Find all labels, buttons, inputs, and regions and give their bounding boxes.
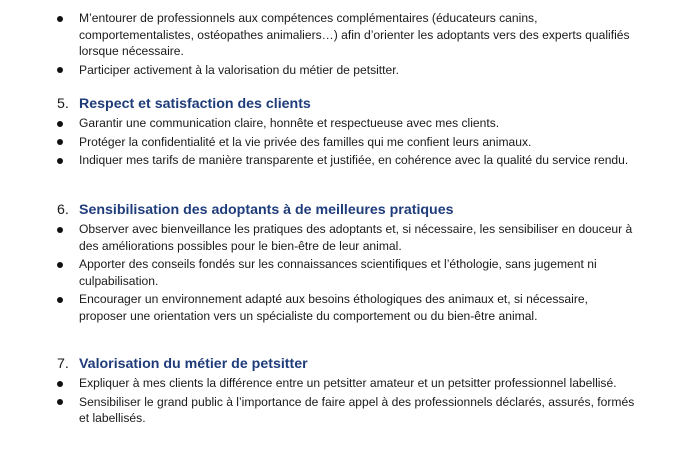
intro-bullet-list: [0, 10, 683, 78]
section-heading: [0, 200, 683, 220]
section-number: 6.: [57, 202, 69, 218]
section-number: 5.: [57, 96, 69, 112]
bullet-item: Indiquer mes tarifs de manière transparente et justifiée, en cohérence avec la qualité du service rendu.: [0, 152, 683, 169]
section-title: Valorisation du métier de petsitter: [79, 356, 308, 372]
bullet-item: Sensibiliser le grand public à l’importance de faire appel à des professionnels déclarés, assurés, formés et labellisés.: [0, 394, 683, 427]
section-heading: [0, 94, 683, 114]
intro-section: [0, 10, 683, 80]
bullet-item: Observer avec bienveillance les pratiques des adoptants et, si nécessaire, les sensibiliser en douceur à des améliorations possibles pour le bien-être de leur animal.: [0, 221, 683, 254]
section-7-bullet-list: [0, 375, 683, 427]
section-heading: [0, 354, 683, 374]
bullet-item: M’entourer de professionnels aux compétences complémentaires (éducateurs canins, comportementalistes, ostéopathes animaliers…) afin d’orienter les adoptants vers des experts qualifiés lorsque nécessaire.: [0, 10, 683, 60]
section-number: 7.: [57, 356, 69, 372]
section-7: [0, 354, 683, 429]
bullet-item: Apporter des conseils fondés sur les connaissances scientifiques et l’éthologie, sans jugement ni culpabilisation.: [0, 256, 683, 289]
bullet-item: Participer activement à la valorisation du métier de petsitter.: [0, 62, 683, 79]
section-5-bullet-list: [0, 115, 683, 169]
section-6-bullet-list: [0, 221, 683, 325]
bullet-item: Garantir une communication claire, honnête et respectueuse avec mes clients.: [0, 115, 683, 132]
section-title: Respect et satisfaction des clients: [79, 96, 311, 112]
section-title: Sensibilisation des adoptants à de meilleures pratiques: [79, 202, 454, 218]
section-5: [0, 94, 683, 171]
bullet-item: Expliquer à mes clients la différence entre un petsitter amateur et un petsitter professionnel labellisé.: [0, 375, 683, 392]
bullet-item: Protéger la confidentialité et la vie privée des familles qui me confient leurs animaux.: [0, 134, 683, 151]
bullet-item: Encourager un environnement adapté aux besoins éthologiques des animaux et, si nécessaire, proposer une orientation vers un spécialiste du comportement ou du bien-être animal.: [0, 291, 683, 324]
section-6: [0, 200, 683, 327]
